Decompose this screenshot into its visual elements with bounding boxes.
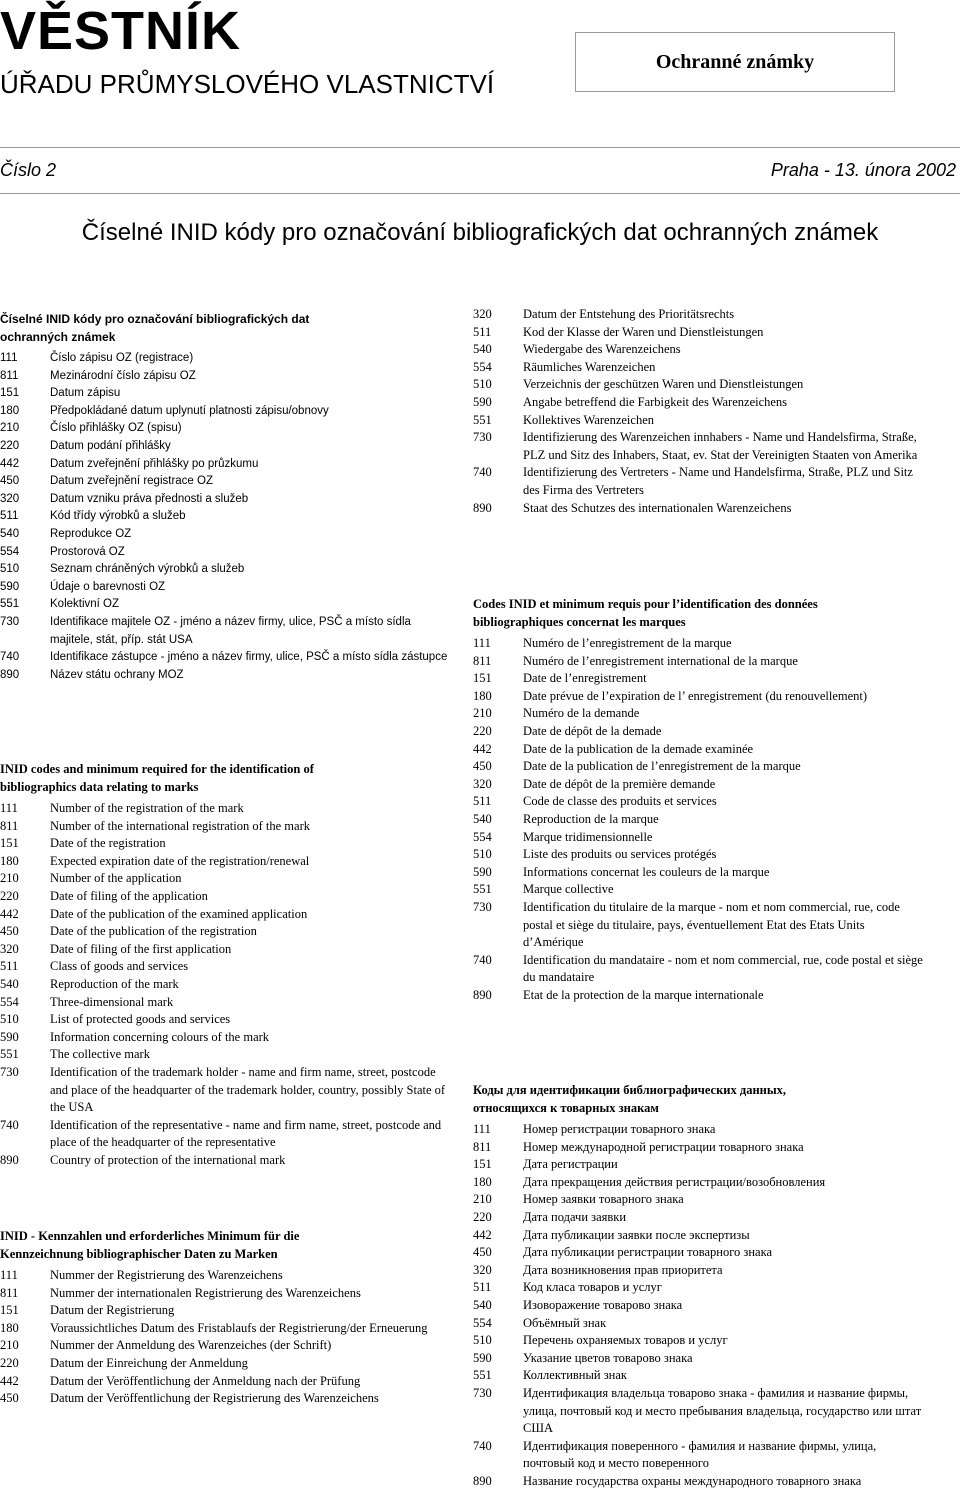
issue-date: Praha - 13. února 2002 — [770, 160, 956, 180]
code-row — [473, 1332, 928, 1350]
inid-code: 554 — [473, 1315, 492, 1330]
inid-code: 811 — [0, 369, 19, 382]
section-heading: Číselné INID kódy pro označování bibliografických dat ochranných známek — [0, 312, 310, 344]
inid-code: 811 — [473, 653, 492, 668]
inid-description: Number of the international registration of the mark — [50, 818, 310, 833]
inid-code: 890 — [473, 500, 492, 515]
inid-code: 551 — [0, 1047, 19, 1062]
inid-code: 890 — [473, 1473, 492, 1488]
inid-code: 111 — [0, 352, 18, 364]
inid-code: 220 — [0, 888, 19, 903]
code-row — [0, 491, 455, 509]
inid-code: 220 — [0, 1355, 19, 1370]
inid-code: 220 — [473, 1209, 492, 1224]
code-list — [473, 635, 928, 1004]
inid-code: 151 — [473, 671, 492, 686]
inid-code: 151 — [0, 387, 20, 400]
inid-description: Identifizierung des Vertreters - Name und Handelsfirma, Straße, PLZ und Sitz des Firma des Vertreters — [523, 465, 913, 497]
inid-description: Date of the publication of the examined application — [50, 906, 308, 921]
inid-description: Перечень охраняемых товаров и услуг — [523, 1333, 728, 1348]
inid-description: Reproduction de la marque — [523, 811, 659, 826]
inid-description: Název státu ochrany MOZ — [50, 668, 184, 681]
code-row — [0, 958, 455, 976]
code-row — [473, 1209, 928, 1227]
section-czech — [0, 310, 455, 684]
top-rule — [0, 147, 960, 148]
inid-description: Räumliches Warenzeichen — [523, 359, 656, 374]
code-row — [473, 670, 928, 688]
inid-description: Date de la publication de l’enregistrement de la marque — [523, 759, 801, 774]
inid-code: 450 — [0, 924, 19, 939]
inid-description: Etat de la protection de la marque internationale — [523, 987, 764, 1002]
inid-description: Date de la publication de la demade examinée — [523, 741, 754, 756]
code-row — [473, 412, 928, 430]
inid-code: 442 — [0, 1373, 19, 1388]
inid-description: Seznam chráněných výrobků a služeb — [50, 563, 245, 576]
inid-description: Information concerning colours of the mark — [50, 1029, 270, 1044]
inid-code: 554 — [0, 545, 20, 558]
inid-code: 151 — [473, 1157, 492, 1172]
inid-description: Datum zápisu — [50, 387, 121, 400]
code-row — [473, 1315, 928, 1333]
code-row — [0, 1355, 455, 1373]
inid-code: 730 — [0, 615, 20, 628]
inid-code: 320 — [0, 941, 19, 956]
code-list — [0, 1267, 455, 1408]
code-row — [473, 987, 928, 1005]
inid-code: 551 — [473, 412, 492, 427]
inid-code: 320 — [473, 1262, 492, 1277]
section-heading: Коды для идентификации библиографических данных, относящихся к товарных знакам — [473, 1083, 787, 1115]
code-row — [0, 818, 455, 836]
inid-code: 730 — [0, 1064, 19, 1079]
code-row — [0, 1029, 455, 1047]
code-list — [0, 350, 455, 684]
inid-description: Identifikace zástupce - jméno a název firmy, ulice, PSČ a místo sídla zástupce — [50, 651, 448, 664]
inid-code: 320 — [0, 492, 20, 505]
inid-description: Идентификация поверенного - фамилия и название фирмы, улица, почтовый код и место поверенного — [523, 1438, 877, 1471]
code-row — [0, 1152, 455, 1170]
code-row — [0, 1373, 455, 1391]
code-row — [0, 456, 455, 474]
inid-code: 590 — [473, 394, 492, 409]
code-row — [473, 1279, 928, 1297]
inid-code: 590 — [0, 1029, 19, 1044]
inid-description: Идентификация владельца товарово знака - фамилия и название фирмы, улица, почтовый код и место пребывания владельца, государство или штат США — [523, 1385, 922, 1436]
inid-description: Указание цветов товарово знака — [523, 1350, 693, 1365]
section-heading: Codes INID et minimum requis pour l’identification des données bibliographiques concernat les marques — [473, 597, 818, 629]
code-row — [473, 1473, 928, 1491]
inid-description: Название государства охраны международного товарного знака — [523, 1473, 862, 1488]
code-row — [473, 1191, 928, 1209]
code-row — [473, 723, 928, 741]
inid-code: 511 — [473, 324, 492, 339]
code-row — [0, 800, 455, 818]
code-row — [0, 1064, 455, 1117]
inid-description: Numéro de l’enregistrement international de la marque — [523, 653, 798, 668]
inid-code: 540 — [473, 342, 492, 357]
inid-code: 151 — [0, 1303, 19, 1318]
inid-description: Дата регистрации — [523, 1157, 618, 1172]
inid-description: Datum der Veröffentlichung der Anmeldung nach der Prüfung — [50, 1373, 361, 1388]
inid-code: 511 — [0, 510, 19, 523]
code-row — [0, 906, 455, 924]
code-row — [473, 1227, 928, 1245]
inid-code: 590 — [473, 864, 492, 879]
inid-code: 210 — [0, 1338, 19, 1353]
inid-description: Код класа товаров и услуг — [523, 1280, 662, 1295]
code-row — [473, 793, 928, 811]
section-label: Ochranné známky — [575, 32, 895, 92]
inid-description: List of protected goods and services — [50, 1012, 231, 1027]
inid-description: The collective mark — [50, 1047, 150, 1062]
code-row — [0, 1337, 455, 1355]
inid-description: Дата подачи заявки — [523, 1209, 627, 1224]
issue-rule — [0, 193, 960, 194]
code-row — [0, 579, 455, 597]
inid-code: 554 — [473, 829, 492, 844]
inid-description: Country of protection of the international mark — [50, 1152, 286, 1167]
code-row — [0, 923, 455, 941]
inid-code: 450 — [0, 1391, 19, 1406]
code-row — [473, 1121, 928, 1139]
inid-code: 540 — [473, 811, 492, 826]
inid-description: Kolektivní OZ — [50, 598, 120, 611]
code-row — [473, 829, 928, 847]
inid-code: 210 — [0, 422, 20, 435]
code-row — [473, 741, 928, 759]
inid-code: 180 — [0, 853, 19, 868]
inid-code: 551 — [473, 1368, 492, 1383]
inid-code: 180 — [0, 1320, 19, 1335]
inid-code: 590 — [473, 1350, 492, 1365]
code-row — [0, 994, 455, 1012]
code-row — [0, 561, 455, 579]
section-heading: INID codes and minimum required for the identification of bibliographics data relating to marks — [0, 762, 314, 794]
inid-description: Identification of the representative - name and firm name, street, postcode and place of the headquarter of the representative — [50, 1117, 442, 1150]
inid-code: 151 — [0, 836, 19, 851]
inid-code: 730 — [473, 899, 492, 914]
inid-description: Datum der Einreichung der Anmeldung — [50, 1355, 248, 1370]
inid-description: Date of the registration — [50, 836, 166, 851]
inid-description: Date of filing of the application — [50, 888, 208, 903]
inid-code: 210 — [473, 1192, 492, 1207]
code-row — [0, 667, 455, 685]
section-russian — [473, 1081, 928, 1490]
inid-code: 111 — [0, 801, 18, 815]
code-list — [473, 306, 928, 517]
inid-description: Номер заявки товарного знака — [523, 1192, 684, 1207]
code-row — [0, 941, 455, 959]
inid-code: 442 — [473, 1227, 492, 1242]
code-row — [0, 614, 455, 649]
inid-code: 180 — [0, 404, 20, 417]
code-row — [0, 853, 455, 871]
inid-description: Angabe betreffend die Farbigkeit des Warenzeichens — [523, 394, 788, 409]
code-row — [0, 438, 455, 456]
inid-code: 730 — [473, 430, 492, 445]
inid-description: Identifikace majitele OZ - jméno a název firmy, ulice, PSČ a místo sídla majitele, stát, příp. stát USA — [50, 615, 411, 646]
inid-description: Nummer der Registrierung des Warenzeichens — [50, 1268, 283, 1282]
inid-code: 220 — [0, 439, 20, 452]
code-row — [0, 1117, 455, 1152]
code-row — [473, 653, 928, 671]
code-row — [473, 324, 928, 342]
code-row — [473, 688, 928, 706]
code-row — [473, 1385, 928, 1438]
inid-code: 510 — [473, 847, 492, 862]
code-row — [473, 811, 928, 829]
code-row — [473, 776, 928, 794]
inid-description: Date de l’enregistrement — [523, 671, 647, 686]
code-row — [0, 1302, 455, 1320]
inid-description: Liste des produits ou services protégés — [523, 847, 717, 862]
code-row — [473, 1262, 928, 1280]
inid-code: 111 — [473, 636, 491, 650]
section-german-continued — [473, 306, 928, 517]
inid-code: 510 — [0, 563, 20, 576]
inid-code: 442 — [0, 457, 20, 470]
inid-description: Identification du titulaire de la marque - nom et nom commercial, rue, code postal et siège du titulaire, pays, éventuellement Etat des Etats Units d’Amérique — [523, 899, 900, 950]
inid-code: 740 — [473, 1438, 492, 1453]
section-english — [0, 760, 455, 1169]
code-row — [473, 1174, 928, 1192]
inid-code: 590 — [0, 580, 20, 593]
code-list — [0, 800, 455, 1169]
masthead-subtitle: ÚŘADU PRŮMYSLOVÉHO VLASTNICTVÍ — [0, 69, 495, 99]
inid-description: Expected expiration date of the registration/renewal — [50, 853, 310, 868]
code-row — [473, 341, 928, 359]
inid-code: 890 — [473, 987, 492, 1002]
code-row — [0, 544, 455, 562]
section-german — [0, 1227, 455, 1408]
inid-code: 510 — [473, 1333, 492, 1348]
code-row — [0, 888, 455, 906]
inid-description: Number of the application — [50, 871, 182, 886]
inid-code: 511 — [473, 1280, 492, 1295]
inid-description: Datum zveřejnění registrace OZ — [50, 475, 213, 488]
inid-code: 551 — [0, 598, 20, 611]
inid-code: 740 — [473, 465, 492, 480]
code-row — [473, 1367, 928, 1385]
inid-description: Informations concernat les couleurs de la marque — [523, 864, 770, 879]
inid-code: 554 — [0, 994, 19, 1009]
inid-description: Nummer der Anmeldung des Warenzeiches (der Schrift) — [50, 1338, 332, 1353]
inid-description: Date de dépôt de la première demande — [523, 776, 716, 791]
code-row — [0, 1285, 455, 1303]
inid-code: 890 — [0, 1152, 19, 1167]
inid-description: Three-dimensional mark — [50, 994, 174, 1009]
inid-code: 730 — [473, 1385, 492, 1400]
inid-description: Číslo zápisu OZ (registrace) — [50, 352, 194, 364]
inid-code: 111 — [0, 1268, 18, 1282]
inid-description: Reproduction of the mark — [50, 976, 179, 991]
inid-description: Identifizierung des Warenzeichen innhabers - Name und Handelsfirma, Straße, PLZ und Sitz des Inhabers, Staat, ev. Stat der Vereinigten Staaten von Amerika — [523, 430, 918, 462]
inid-code: 442 — [0, 906, 19, 921]
section-heading: INID - Kennzahlen und erforderliches Minimum für die Kennzeichnung bibliographischer Daten zu Marken — [0, 1229, 300, 1261]
inid-code: 740 — [0, 1117, 19, 1132]
code-row — [473, 846, 928, 864]
inid-code: 210 — [0, 871, 19, 886]
code-row — [0, 350, 455, 368]
inid-code: 220 — [473, 723, 492, 738]
inid-code: 811 — [0, 818, 19, 833]
inid-code: 890 — [0, 668, 20, 681]
inid-code: 111 — [473, 1122, 491, 1136]
inid-description: Numéro de la demande — [523, 706, 640, 721]
inid-description: Дата публикации заявки после экспертизы — [523, 1227, 750, 1242]
inid-description: Kod der Klasse der Waren und Dienstleistungen — [523, 324, 764, 339]
inid-description: Номер регистрации товарного знака — [523, 1122, 716, 1136]
code-row — [0, 1011, 455, 1029]
code-row — [473, 899, 928, 952]
inid-code: 511 — [0, 959, 19, 974]
inid-code: 740 — [473, 952, 492, 967]
inid-code: 510 — [0, 1012, 19, 1027]
code-row — [473, 881, 928, 899]
inid-code: 510 — [473, 377, 492, 392]
inid-description: Дата публикации регистрации товарного знака — [523, 1245, 773, 1260]
inid-description: Kód třídy výrobků a služeb — [50, 510, 186, 523]
inid-description: Identification du mandataire - nom et nom commercial, rue, code postal et siège du mandataire — [523, 952, 923, 985]
issue-number: Číslo 2 — [0, 160, 57, 180]
inid-code: 450 — [473, 1245, 492, 1260]
code-list — [473, 1121, 928, 1490]
code-row — [473, 394, 928, 412]
code-row — [473, 464, 928, 499]
inid-description: Дата прекращения действия регистрации/возобновления — [523, 1174, 826, 1189]
inid-description: Staat des Schutzes des internationalen Warenzeichens — [523, 500, 792, 515]
inid-description: Prostorová OZ — [50, 545, 125, 558]
code-row — [0, 526, 455, 544]
inid-description: Kollektives Warenzeichen — [523, 412, 654, 427]
code-row — [473, 705, 928, 723]
inid-code: 180 — [473, 1174, 492, 1189]
inid-description: Voraussichtliches Datum des Fristablaufs der Registrierung/der Erneuerung — [50, 1320, 428, 1335]
inid-description: Datum vzniku práva přednosti a služeb — [50, 492, 249, 505]
inid-description: Identification of the trademark holder - name and firm name, street, postcode and place of the headquarter of the trademark holder, country, possibly State of the USA — [50, 1064, 446, 1115]
inid-description: Номер международной регистрации товарного знака — [523, 1139, 804, 1154]
code-row — [473, 635, 928, 653]
code-row — [0, 385, 455, 403]
inid-description: Date de dépôt de la demade — [523, 723, 662, 738]
code-row — [473, 429, 928, 464]
code-row — [0, 1320, 455, 1338]
inid-code: 811 — [0, 1285, 19, 1300]
inid-description: Nummer der internationalen Registrierung des Warenzeichens — [50, 1285, 361, 1300]
inid-description: Объёмный знак — [523, 1315, 607, 1330]
code-row — [473, 952, 928, 987]
inid-code: 540 — [473, 1297, 492, 1312]
inid-description: Údaje o barevnosti OZ — [50, 580, 166, 593]
code-row — [0, 368, 455, 386]
code-row — [473, 376, 928, 394]
code-row — [0, 649, 455, 667]
code-row — [473, 1438, 928, 1473]
inid-code: 540 — [0, 527, 20, 540]
inid-code: 442 — [473, 741, 492, 756]
inid-code: 811 — [473, 1139, 492, 1154]
code-row — [0, 403, 455, 421]
inid-description: Datum der Veröffentlichung der Registrierung des Warenzeichens — [50, 1391, 379, 1406]
code-row — [473, 306, 928, 324]
document-title: Číselné INID kódy pro označování bibliografických dat ochranných známek — [81, 219, 879, 246]
inid-code: 180 — [473, 688, 492, 703]
inid-description: Datum podání přihlášky — [50, 439, 171, 452]
masthead-title: VĚSTNÍK — [0, 1, 242, 61]
inid-code: 450 — [0, 475, 20, 488]
code-row — [0, 976, 455, 994]
code-row — [0, 870, 455, 888]
inid-code: 320 — [473, 776, 492, 791]
section-french — [473, 595, 928, 1004]
inid-code: 540 — [0, 976, 19, 991]
inid-description: Class of goods and services — [50, 959, 189, 974]
inid-description: Date of the publication of the registration — [50, 924, 257, 939]
inid-description: Коллективный знак — [523, 1368, 627, 1383]
inid-description: Datum zveřejnění přihlášky po průzkumu — [50, 457, 259, 470]
code-row — [473, 864, 928, 882]
inid-code: 210 — [473, 706, 492, 721]
inid-code: 511 — [473, 794, 492, 809]
inid-description: Дата возникновения прав приоритета — [523, 1262, 723, 1277]
inid-description: Datum der Registrierung — [50, 1303, 175, 1318]
code-row — [0, 508, 455, 526]
inid-description: Číslo přihlášky OZ (spisu) — [50, 422, 182, 435]
code-row — [473, 1244, 928, 1262]
inid-description: Předpokládané datum uplynutí platnosti zápisu/obnovy — [50, 404, 329, 417]
inid-description: Date of filing of the first application — [50, 941, 232, 956]
code-row — [473, 359, 928, 377]
code-row — [473, 1297, 928, 1315]
inid-description: Marque tridimensionnelle — [523, 829, 653, 844]
code-row — [0, 1267, 455, 1285]
inid-description: Datum der Entstehung des Prioritätsrechts — [523, 307, 735, 321]
inid-description: Numéro de l’enregistrement de la marque — [523, 636, 732, 650]
inid-description: Reprodukce OZ — [50, 527, 132, 540]
code-row — [0, 835, 455, 853]
inid-code: 320 — [473, 307, 492, 321]
inid-code: 450 — [473, 759, 492, 774]
code-row — [473, 1156, 928, 1174]
code-row — [473, 500, 928, 518]
inid-description: Date prévue de l’expiration de l’ enregistrement (du renouvellement) — [523, 688, 868, 703]
inid-code: 740 — [0, 651, 20, 664]
inid-description: Изоворажение товарово знака — [523, 1297, 683, 1312]
inid-description: Code de classe des produits et services — [523, 794, 717, 809]
code-row — [473, 1350, 928, 1368]
inid-description: Mezinárodní číslo zápisu OZ — [50, 369, 196, 382]
code-row — [0, 596, 455, 614]
inid-description: Verzeichnis der geschützen Waren und Dienstleistungen — [523, 377, 804, 392]
code-row — [0, 420, 455, 438]
inid-description: Number of the registration of the mark — [50, 801, 244, 815]
code-row — [473, 758, 928, 776]
inid-description: Marque collective — [523, 882, 614, 897]
inid-description: Wiedergabe des Warenzeichens — [523, 342, 681, 357]
code-row — [0, 1046, 455, 1064]
code-row — [0, 1390, 455, 1408]
inid-code: 554 — [473, 359, 492, 374]
code-row — [473, 1139, 928, 1157]
code-row — [0, 473, 455, 491]
inid-code: 551 — [473, 882, 492, 897]
